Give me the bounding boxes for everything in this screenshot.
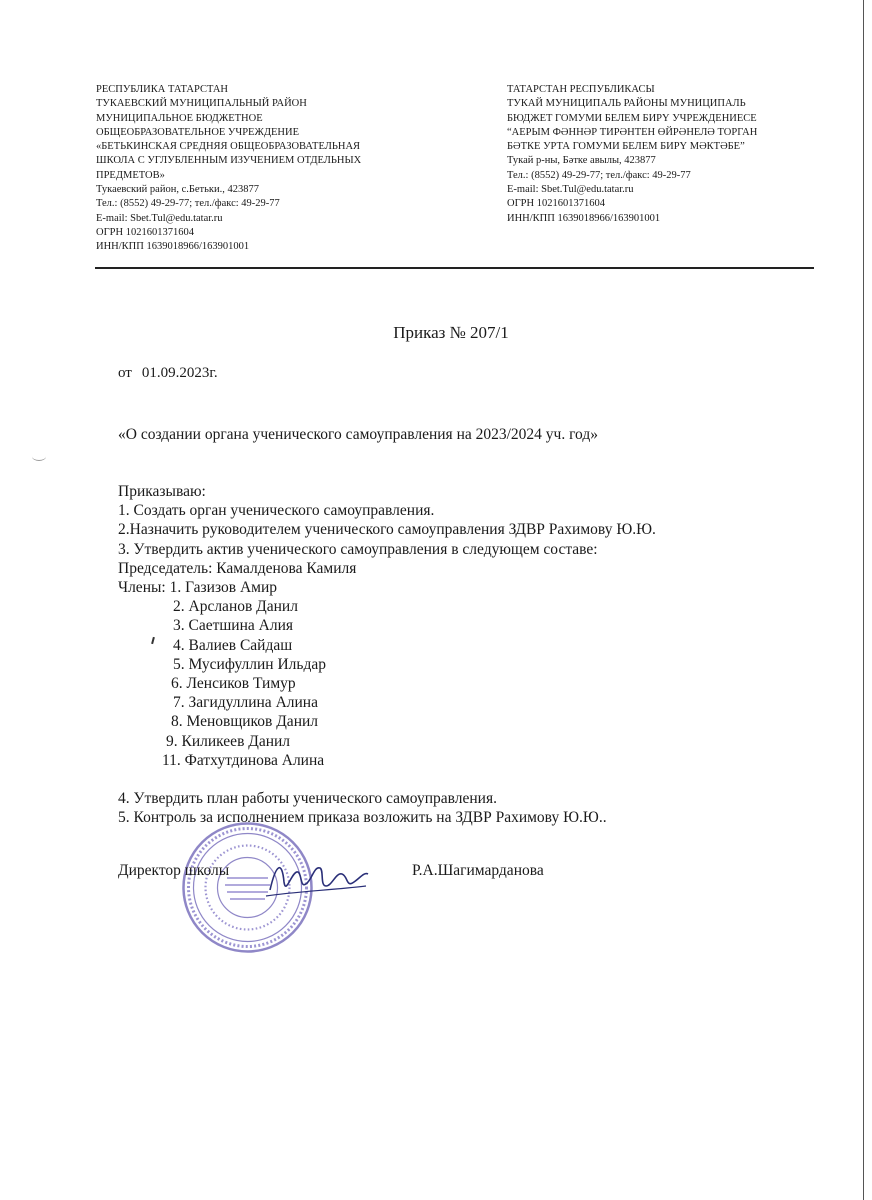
members-first-row <box>118 578 656 597</box>
chair-line: Председатель: Камалденова Камиля <box>118 559 357 577</box>
date-prefix: от <box>118 365 132 381</box>
header-right-email: E-mail: Sbet.Tul@edu.tatar.ru <box>507 184 634 196</box>
header-right-line: ТАТАРСТАН РЕСПУБЛИКАСЫ <box>507 84 655 95</box>
date-value: 01.09.2023г. <box>141 365 218 381</box>
header-right-line: Тукай р-ны, Бәтке авылы, 423877 <box>507 155 656 167</box>
header-left-line: ПРЕДМЕТОВ» <box>96 169 165 181</box>
member-item: 4. Валиев Сайдаш <box>173 636 293 654</box>
header-left-line: МУНИЦИПАЛЬНОЕ БЮДЖЕТНОЕ <box>96 112 263 124</box>
member-item: 11. Фатхутдинова Алина <box>162 751 325 769</box>
header-right-line: ОГРН 1021601371604 <box>507 198 605 210</box>
director-name: Р.А.Шагимарданова <box>412 862 544 879</box>
member-item: 1. Газизов Амир <box>169 579 277 597</box>
header-right-line: БЮДЖЕТ ГОМУМИ БЕЛЕМ БИРҮ УЧРЕЖДЕНИЕСЕ <box>507 112 757 124</box>
header-left-line: «БЕТЬКИНСКАЯ СРЕДНЯЯ ОБЩЕОБРАЗОВАТЕЛЬНАЯ <box>96 141 361 153</box>
order-item-4: 4. Утвердить план работы ученического самоуправления. <box>118 790 497 808</box>
order-item-2: 2.Назначить руководителем ученического самоуправления ЗДВР Рахимову Ю.Ю. <box>118 521 656 539</box>
order-item-5: 5. Контроль за исполнением приказа возложить на ЗДВР Рахимову Ю.Ю.. <box>118 809 607 827</box>
member-item: 7. Загидуллина Алина <box>173 694 318 712</box>
member-item: 2. Арсланов Данил <box>173 598 298 616</box>
scan-edge-line <box>863 0 864 1200</box>
header-right-line: ИНН/КПП 1639018966/163901001 <box>507 212 661 224</box>
order-subject: «О создании органа ученического самоуправления на 2023/2024 уч. год» <box>118 426 599 443</box>
header-left-line: ОБЩЕОБРАЗОВАТЕЛЬНОЕ УЧРЕЖДЕНИЕ <box>96 126 300 138</box>
order-intro: Приказываю: <box>118 483 206 500</box>
scan-mark <box>32 452 46 461</box>
header-right-block <box>507 83 827 226</box>
header-divider <box>95 267 814 269</box>
director-position: Директор школы <box>118 862 230 879</box>
member-item: 3. Саетшина Алия <box>173 617 294 635</box>
member-item: 9. Киликеев Данил <box>166 732 291 750</box>
header-left-line: РЕСПУБЛИКА ТАТАРСТАН <box>96 84 229 95</box>
order-date <box>118 365 218 382</box>
member-item: 8. Меновщиков Данил <box>171 713 319 731</box>
order-title: Приказ № 207/1 <box>393 323 509 342</box>
header-left-block <box>96 83 426 255</box>
header-left-line: ИНН/КПП 1639018966/163901001 <box>96 241 250 253</box>
member-item: 6. Ленсиков Тимур <box>171 675 296 693</box>
header-left-line: Тукаевский район, с.Бетьки., 423877 <box>96 184 260 196</box>
member-item: 5. Мусифуллин Ильдар <box>173 655 326 673</box>
header-left-line: ТУКАЕВСКИЙ МУНИЦИПАЛЬНЫЙ РАЙОН <box>96 98 307 110</box>
header-left-line: ОГРН 1021601371604 <box>96 226 194 238</box>
header-left-line: ШКОЛА С УГЛУБЛЕННЫМ ИЗУЧЕНИЕМ ОТДЕЛЬНЫХ <box>96 155 362 167</box>
members-label: Члены: <box>118 579 166 597</box>
order-body <box>118 482 656 827</box>
header-right-line: Тел.: (8552) 49-29-77; тел./факс: 49-29-77 <box>507 169 691 181</box>
header-right-line: БӘТКЕ УРТА ГОМУМИ БЕЛЕМ БИРҮ МӘКТӘБЕ” <box>507 141 745 153</box>
signature-row <box>118 862 738 880</box>
header-left-email: E-mail: Sbet.Tul@edu.tatar.ru <box>96 212 223 224</box>
order-item-3: 3. Утвердить актив ученического самоуправления в следующем составе: <box>118 540 598 558</box>
header-right-line: “АЕРЫМ ФӘННӘР ТИРӘНТЕН ӨЙРӘНЕЛӘ ТОРГАН <box>507 126 758 138</box>
order-item-1: 1. Создать орган ученического самоуправления. <box>118 502 435 520</box>
header-right-line: ТУКАЙ МУНИЦИПАЛЬ РАЙОНЫ МУНИЦИПАЛЬ <box>507 98 746 110</box>
header-left-line: Тел.: (8552) 49-29-77; тел./факс: 49-29-77 <box>96 198 280 210</box>
